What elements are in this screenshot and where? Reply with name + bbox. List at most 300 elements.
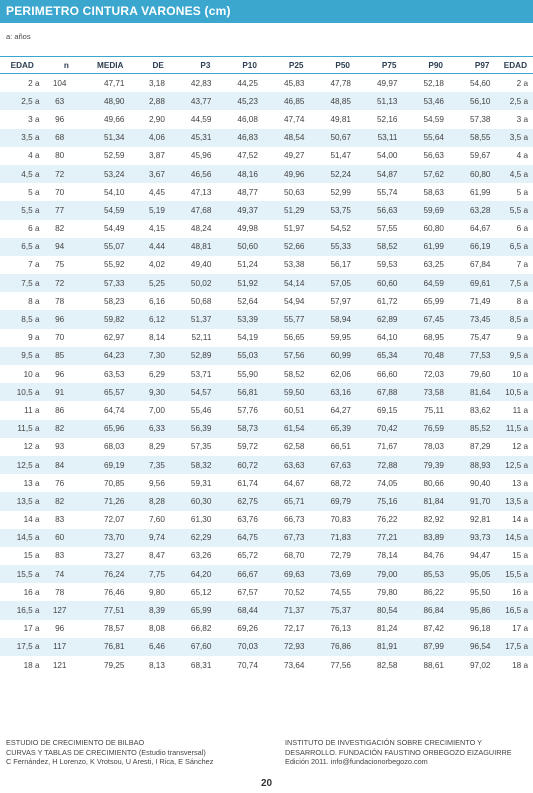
table-cell: 77,53	[449, 347, 496, 365]
table-cell: 15,5 a	[496, 565, 533, 583]
table-cell: 10,5 a	[0, 383, 45, 401]
table-cell: 6 a	[516, 224, 528, 234]
table-cell: 63,26	[190, 551, 212, 561]
table-row	[0, 347, 533, 365]
table-row	[0, 565, 533, 583]
table-cell: 5,5 a	[496, 201, 533, 219]
table-cell: 95,86	[449, 601, 496, 619]
table-cell: 65,34	[356, 347, 403, 365]
table-cell: 78	[55, 587, 65, 597]
table-cell: 92,81	[470, 515, 491, 525]
table-cell: 60,80	[449, 165, 496, 183]
table-row	[0, 183, 533, 201]
table-cell: 7 a	[516, 260, 528, 270]
data-table	[0, 56, 533, 674]
table-cell: 53,39	[216, 310, 263, 328]
table-cell: 6,12	[129, 310, 169, 328]
table-row	[0, 365, 533, 383]
table-cell: 49,27	[283, 151, 305, 161]
table-cell: 46,83	[216, 129, 263, 147]
table-cell: 65,99	[170, 601, 217, 619]
page-number: 20	[260, 778, 273, 789]
table-cell: 73,45	[449, 310, 496, 328]
table-cell: 63,16	[309, 383, 356, 401]
table-cell: 50,63	[283, 187, 305, 197]
table-cell: 61,54	[263, 420, 310, 438]
table-cell: 80	[55, 151, 65, 161]
table-cell: 57,38	[470, 114, 491, 124]
table-cell: 72,07	[103, 515, 125, 525]
table-cell: 63,28	[449, 201, 496, 219]
table-cell: 17,5 a	[0, 638, 45, 656]
table-row	[0, 420, 533, 438]
table-cell: 57,05	[309, 274, 356, 292]
table-cell: 16 a	[512, 587, 528, 597]
table-cell: 66,19	[449, 238, 496, 256]
table-cell: 14 a	[512, 515, 528, 525]
table-row	[0, 438, 533, 456]
table-cell: 70,83	[330, 515, 351, 525]
table-cell: 81,91	[356, 638, 403, 656]
table-cell: 58,73	[216, 420, 263, 438]
table-cell: 11,5 a	[0, 420, 45, 438]
table-cell: 72	[45, 165, 75, 183]
table-cell: 86	[55, 405, 65, 415]
table-cell: 64,20	[170, 565, 217, 583]
table-cell: 62,29	[170, 529, 217, 547]
footer-right	[285, 738, 512, 767]
table-cell: 4,5 a	[0, 165, 45, 183]
table-cell: 2 a	[28, 78, 40, 88]
table-cell: 67,84	[470, 260, 491, 270]
column-header: EDAD	[0, 57, 45, 74]
table-row	[0, 310, 533, 328]
table-cell: 3,5 a	[0, 129, 45, 147]
table-row	[0, 292, 533, 310]
table-cell: 2 a	[516, 78, 528, 88]
table-cell: 7,00	[148, 405, 165, 415]
table-cell: 57,97	[330, 296, 351, 306]
table-cell: 65,12	[190, 587, 212, 597]
table-cell: 94	[45, 238, 75, 256]
table-cell: 18 a	[512, 660, 528, 670]
table-cell: 81,84	[402, 492, 449, 510]
table-cell: 54,57	[170, 383, 217, 401]
table-row	[0, 620, 533, 638]
table-cell: 15,5 a	[0, 565, 45, 583]
table-row	[0, 74, 533, 93]
table-cell: 60	[45, 529, 75, 547]
table-cell: 85,52	[449, 420, 496, 438]
table-cell: 73,64	[283, 660, 305, 670]
table-row	[0, 256, 533, 274]
table-cell: 79,80	[376, 587, 398, 597]
table-cell: 83	[55, 551, 65, 561]
table-cell: 57,62	[402, 165, 449, 183]
table-cell: 66,82	[190, 624, 212, 634]
table-cell: 55,64	[402, 129, 449, 147]
table-cell: 55,74	[376, 187, 398, 197]
table-cell: 8,47	[148, 551, 165, 561]
table-cell: 5,19	[129, 201, 169, 219]
table-cell: 51,37	[170, 310, 217, 328]
table-cell: 54,49	[103, 224, 125, 234]
table-cell: 65,57	[75, 383, 130, 401]
table-cell: 6,46	[129, 638, 169, 656]
table-cell: 62,58	[283, 442, 305, 452]
table-cell: 81,24	[376, 624, 398, 634]
table-cell: 10,5 a	[496, 383, 533, 401]
table-cell: 76,86	[309, 638, 356, 656]
table-cell: 54,10	[103, 187, 125, 197]
table-cell: 57,33	[75, 274, 130, 292]
table-cell: 61,74	[237, 478, 258, 488]
table-cell: 70,48	[402, 347, 449, 365]
table-cell: 69,63	[263, 565, 310, 583]
table-cell: 64,67	[283, 478, 305, 488]
table-cell: 77	[45, 201, 75, 219]
table-cell: 78,57	[103, 624, 125, 634]
table-cell: 91,70	[449, 492, 496, 510]
table-cell: 49,66	[103, 114, 125, 124]
table-cell: 75,47	[470, 333, 491, 343]
table-cell: 71,83	[309, 529, 356, 547]
table-cell: 79,39	[402, 456, 449, 474]
table-cell: 17,5 a	[496, 638, 533, 656]
table-row	[0, 201, 533, 219]
table-cell: 69,15	[376, 405, 398, 415]
table-cell: 88,61	[423, 660, 444, 670]
table-cell: 58,52	[356, 238, 403, 256]
table-cell: 50,68	[190, 296, 212, 306]
table-cell: 76,59	[402, 420, 449, 438]
table-cell: 85,53	[402, 565, 449, 583]
table-cell: 60,72	[216, 456, 263, 474]
table-cell: 96	[55, 624, 65, 634]
table-cell: 49,40	[190, 260, 212, 270]
table-cell: 6 a	[28, 224, 40, 234]
table-cell: 58,55	[449, 129, 496, 147]
table-cell: 4,15	[148, 224, 165, 234]
table-cell: 7,30	[129, 347, 169, 365]
table-row	[0, 638, 533, 656]
table-cell: 53,46	[402, 92, 449, 110]
table-cell: 61,72	[376, 296, 398, 306]
table-cell: 3,67	[129, 165, 169, 183]
footer-left-line: C Fernández, H Lorenzo, K Vrotsou, U Aresti, I Rica, E Sánchez	[6, 757, 214, 766]
table-row	[0, 474, 533, 492]
table-cell: 86,84	[402, 601, 449, 619]
footer-left-line: CURVAS Y TABLAS DE CRECIMIENTO (Estudio transversal)	[6, 747, 206, 757]
table-cell: 63	[45, 92, 75, 110]
table-cell: 80,66	[423, 478, 444, 488]
table-cell: 72,03	[423, 369, 444, 379]
table-cell: 4,02	[148, 260, 165, 270]
table-cell: 8,39	[129, 601, 169, 619]
table-cell: 9,74	[129, 529, 169, 547]
table-cell: 10 a	[23, 369, 40, 379]
table-cell: 47,13	[190, 187, 212, 197]
table-cell: 50,67	[309, 129, 356, 147]
table-cell: 73,69	[309, 565, 356, 583]
footer-right-line: DESARROLLO. FUNDACIÓN FAUSTINO ORBEGOZO EIZAGUIRRE	[285, 747, 512, 757]
table-cell: 72,88	[356, 456, 403, 474]
table-cell: 127	[45, 601, 75, 619]
table-cell: 79,60	[470, 369, 491, 379]
table-cell: 43,77	[170, 92, 217, 110]
table-cell: 3,18	[148, 78, 165, 88]
table-cell: 59,69	[402, 201, 449, 219]
table-cell: 72	[45, 274, 75, 292]
table-cell: 61,99	[470, 187, 491, 197]
table-cell: 7 a	[28, 260, 40, 270]
table-cell: 78,14	[376, 551, 398, 561]
table-cell: 8,29	[148, 442, 165, 452]
table-cell: 82,58	[376, 660, 398, 670]
table-cell: 9 a	[28, 333, 40, 343]
table-cell: 60,99	[309, 347, 356, 365]
table-cell: 96	[45, 310, 75, 328]
table-cell: 74	[45, 565, 75, 583]
table-cell: 67,60	[170, 638, 217, 656]
table-cell: 7,5 a	[0, 274, 45, 292]
table-cell: 97,02	[470, 660, 491, 670]
table-cell: 62,06	[330, 369, 351, 379]
table-cell: 121	[52, 660, 67, 670]
table-cell: 76,81	[75, 638, 130, 656]
table-cell: 62,89	[356, 310, 403, 328]
table-cell: 54,00	[376, 151, 398, 161]
table-cell: 54,59	[75, 201, 130, 219]
table-cell: 70,52	[283, 587, 305, 597]
column-header: P75	[356, 57, 403, 74]
table-cell: 71,37	[263, 601, 310, 619]
table-cell: 63,25	[423, 260, 444, 270]
table-cell: 76,13	[330, 624, 351, 634]
table-cell: 90,40	[470, 478, 491, 488]
table-cell: 47,78	[330, 78, 351, 88]
table-cell: 7,5 a	[496, 274, 533, 292]
table-cell: 59,82	[75, 310, 130, 328]
table-cell: 8,14	[148, 333, 165, 343]
column-header: P10	[216, 57, 263, 74]
table-cell: 64,27	[330, 405, 351, 415]
table-cell: 4,5 a	[496, 165, 533, 183]
footer-left-line: ESTUDIO DE CRECIMIENTO DE BILBAO	[6, 738, 145, 747]
table-cell: 54,59	[423, 114, 444, 124]
table-cell: 71,26	[75, 492, 130, 510]
table-cell: 8,28	[129, 492, 169, 510]
table-row	[0, 456, 533, 474]
table-cell: 57,35	[190, 442, 212, 452]
table-cell: 71,67	[376, 442, 398, 452]
table-row	[0, 147, 533, 165]
table-cell: 13,5 a	[496, 492, 533, 510]
table-cell: 4,06	[129, 129, 169, 147]
table-cell: 49,81	[330, 114, 351, 124]
table-cell: 96,18	[470, 624, 491, 634]
table-cell: 8 a	[516, 296, 528, 306]
table-cell: 5,5 a	[0, 201, 45, 219]
table-cell: 12 a	[512, 442, 528, 452]
table-cell: 72,79	[330, 551, 351, 561]
table-cell: 80,54	[356, 601, 403, 619]
table-cell: 49,37	[216, 201, 263, 219]
table-cell: 70	[55, 187, 65, 197]
table-cell: 84,76	[423, 551, 444, 561]
table-cell: 12,5 a	[0, 456, 45, 474]
table-cell: 17 a	[512, 624, 528, 634]
table-cell: 70,74	[237, 660, 258, 670]
table-cell: 75,37	[309, 601, 356, 619]
footer-right-line: Edición 2011. info@fundacionorbegozo.com	[285, 757, 428, 766]
table-cell: 2,5 a	[496, 92, 533, 110]
table-cell: 54,52	[330, 224, 351, 234]
table-cell: 15 a	[512, 551, 528, 561]
table-cell: 7,35	[129, 456, 169, 474]
table-cell: 9,56	[148, 478, 165, 488]
table-cell: 87,29	[470, 442, 491, 452]
table-cell: 53,38	[283, 260, 305, 270]
table-cell: 55,77	[263, 310, 310, 328]
table-cell: 65,71	[263, 492, 310, 510]
column-header: DE	[129, 57, 169, 74]
table-cell: 53,11	[356, 129, 403, 147]
table-row	[0, 220, 533, 238]
table-row	[0, 110, 533, 128]
table-cell: 13 a	[512, 478, 528, 488]
table-cell: 59,53	[376, 260, 398, 270]
table-cell: 44,25	[237, 78, 258, 88]
table-body	[0, 74, 533, 675]
table-cell: 6,29	[148, 369, 165, 379]
table-cell: 79,25	[103, 660, 125, 670]
table-cell: 84	[45, 456, 75, 474]
table-cell: 9 a	[516, 333, 528, 343]
table-cell: 74,55	[330, 587, 351, 597]
table-cell: 3,5 a	[496, 129, 533, 147]
table-cell: 52,99	[330, 187, 351, 197]
table-cell: 71,49	[470, 296, 491, 306]
table-cell: 8,08	[148, 624, 165, 634]
table-cell: 54,60	[470, 78, 491, 88]
table-cell: 47,74	[283, 114, 305, 124]
table-cell: 11 a	[512, 405, 528, 415]
table-cell: 47,68	[170, 201, 217, 219]
table-cell: 55,92	[103, 260, 125, 270]
table-cell: 3,87	[148, 151, 165, 161]
table-cell: 69,79	[309, 492, 356, 510]
table-cell: 6,5 a	[496, 238, 533, 256]
table-cell: 7,75	[129, 565, 169, 583]
table-cell: 14,5 a	[496, 529, 533, 547]
table-cell: 82	[55, 224, 65, 234]
table-cell: 78,03	[423, 442, 444, 452]
table-cell: 49,96	[263, 165, 310, 183]
table-cell: 70	[55, 333, 65, 343]
table-cell: 11,5 a	[496, 420, 533, 438]
table-row	[0, 401, 533, 419]
table-cell: 51,13	[356, 92, 403, 110]
table-cell: 96	[55, 114, 65, 124]
table-cell: 77,56	[330, 660, 351, 670]
table-cell: 56,63	[423, 151, 444, 161]
table-cell: 48,81	[170, 238, 217, 256]
table-cell: 47,71	[103, 78, 125, 88]
table-cell: 7,60	[148, 515, 165, 525]
table-cell: 81,64	[449, 383, 496, 401]
table-cell: 9,5 a	[0, 347, 45, 365]
table-cell: 75,11	[424, 405, 444, 415]
column-header: P90	[402, 57, 449, 74]
table-cell: 48,85	[309, 92, 356, 110]
table-cell: 48,24	[190, 224, 212, 234]
column-header: P3	[170, 57, 217, 74]
table-cell: 3 a	[28, 114, 40, 124]
table-cell: 56,63	[356, 201, 403, 219]
table-cell: 56,10	[449, 92, 496, 110]
table-cell: 56,81	[216, 383, 263, 401]
table-cell: 51,92	[216, 274, 263, 292]
column-header: MEDIA	[75, 57, 130, 74]
table-cell: 72,93	[263, 638, 310, 656]
table-cell: 58,94	[309, 310, 356, 328]
table-cell: 54,87	[356, 165, 403, 183]
table-cell: 2,88	[129, 92, 169, 110]
table-cell: 64,23	[75, 347, 130, 365]
abbreviation-note: a: años	[6, 32, 31, 41]
table-cell: 69,26	[237, 624, 258, 634]
table-cell: 68,31	[190, 660, 212, 670]
table-cell: 51,34	[75, 129, 130, 147]
table-cell: 42,83	[190, 78, 212, 88]
table-cell: 64,59	[402, 274, 449, 292]
table-cell: 58,52	[283, 369, 305, 379]
column-header: EDAD	[496, 57, 533, 74]
table-cell: 72,17	[283, 624, 305, 634]
table-row	[0, 547, 533, 565]
table-cell: 6,16	[148, 296, 165, 306]
table-cell: 48,54	[263, 129, 310, 147]
table-cell: 50,60	[216, 238, 263, 256]
table-row	[0, 129, 533, 147]
table-cell: 70,42	[356, 420, 403, 438]
table-cell: 67,57	[237, 587, 258, 597]
table-cell: 64,67	[470, 224, 491, 234]
table-cell: 48,90	[75, 92, 130, 110]
table-cell: 57,55	[376, 224, 398, 234]
table-row	[0, 329, 533, 347]
table-header-row	[0, 57, 533, 74]
table-cell: 10 a	[512, 369, 528, 379]
table-cell: 68,70	[283, 551, 305, 561]
table-cell: 76,22	[376, 515, 398, 525]
table-cell: 18 a	[23, 660, 40, 670]
table-cell: 55,33	[309, 238, 356, 256]
table-cell: 53,75	[309, 201, 356, 219]
table-cell: 64,74	[103, 405, 125, 415]
table-cell: 6,5 a	[0, 238, 45, 256]
table-cell: 13 a	[23, 478, 40, 488]
table-cell: 5 a	[516, 187, 528, 197]
table-cell: 68,95	[423, 333, 444, 343]
table-cell: 44,59	[190, 114, 212, 124]
table-cell: 16 a	[23, 587, 40, 597]
table-cell: 73,70	[75, 529, 130, 547]
table-cell: 76,46	[103, 587, 125, 597]
table-cell: 54,14	[263, 274, 310, 292]
table-cell: 51,29	[263, 201, 310, 219]
